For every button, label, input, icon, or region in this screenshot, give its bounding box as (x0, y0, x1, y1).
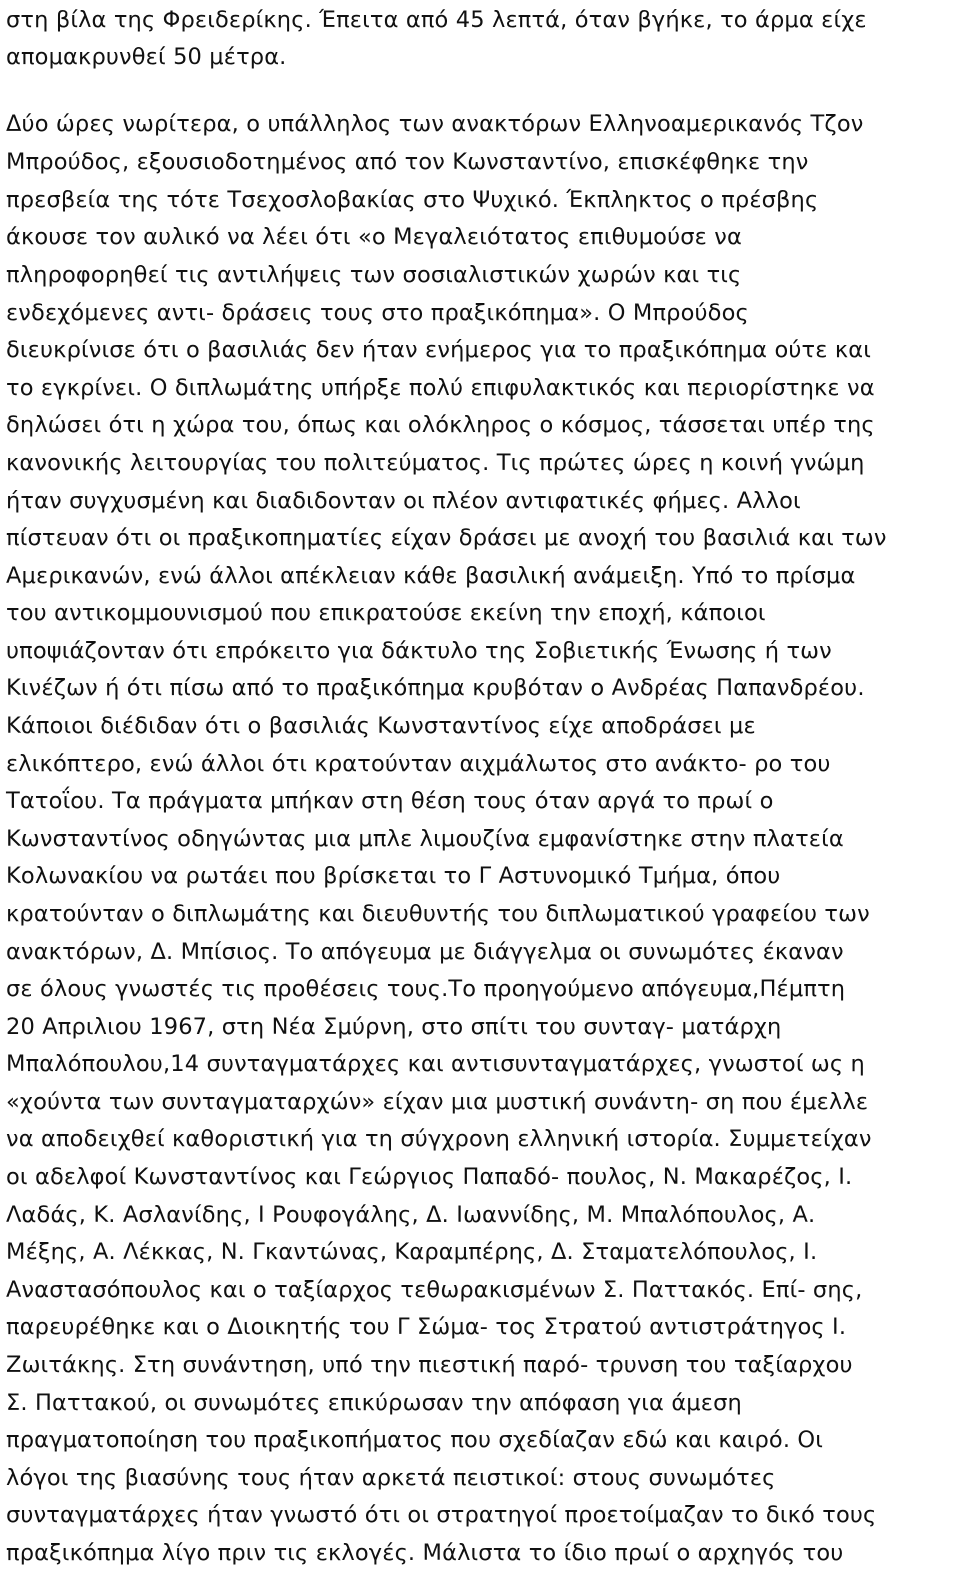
text-line: Δύο ώρες νωρίτερα, ο υπάλληλος των ανακτόρων Ελληνοαμερικανός Τζον (6, 111, 864, 137)
text-line: δηλώσει ότι η χώρα του, όπως και ολόκληρος ο κόσμος, τάσσεται υπέρ της (6, 412, 875, 438)
text-line: Κινέζων ή ότι πίσω από το πραξικόπημα κρυβόταν ο Ανδρέας Παπανδρέου. (6, 675, 865, 701)
text-line: απομακρυνθεί 50 μέτρα. (6, 44, 287, 70)
text-line: υποψιάζονταν ότι επρόκειτο για δάκτυλο της Σοβιετικής Ένωσης ή των (6, 638, 832, 664)
text-line: Αναστασόπουλος και ο ταξίαρχος τεθωρακισμένων Σ. Παττακός. Επί- σης, (6, 1277, 863, 1303)
text-line: πληροφορηθεί τις αντιλήψεις των σοσιαλιστικών χωρών και τις (6, 262, 742, 288)
text-line: συνταγματάρχες ήταν γνωστό ότι οι στρατηγοί προετοίμαζαν το δικό τους (6, 1502, 877, 1528)
text-line: Μέξης, Α. Λέκκας, Ν. Γκαντώνας, Καραμπέρης, Δ. Σταματελόπουλος, Ι. (6, 1239, 818, 1265)
text-line: Τατοΐου. Τα πράγματα μπήκαν στη θέση τους όταν αργά το πρωί ο (6, 788, 774, 814)
text-line: ήταν συγχυσμένη και διαδιδονταν οι πλέον αντιφατικές φήμες. Αλλοι (6, 488, 801, 514)
text-line: παρευρέθηκε και ο Διοικητής του Γ Σώμα- τος Στρατού αντιστράτηγος Ι. (6, 1314, 847, 1340)
text-line: Ζωιτάκης. Στη συνάντηση, υπό την πιεστική παρό- τρυνση του ταξίαρχου (6, 1352, 853, 1378)
text-line: λόγοι της βιασύνης τους ήταν αρκετά πειστικοί: στους συνωμότες (6, 1465, 776, 1491)
text-line: Κωνσταντίνος οδηγώντας μια μπλε λιμουζίνα εμφανίστηκε στην πλατεία (6, 826, 844, 852)
text-line: 20 Απριλιου 1967, στη Νέα Σμύρνη, στο σπίτι του συνταγ- ματάρχη (6, 1014, 782, 1040)
text-line: κρατούνταν ο διπλωμάτης και διευθυντής του διπλωματικού γραφείου των (6, 901, 870, 927)
text-line: Κολωνακίου να ρωτάει που βρίσκεται το Γ Αστυνομικό Τμήμα, όπου (6, 863, 781, 889)
text-line: διευκρίνισε ότι ο βασιλιάς δεν ήταν ενήμερος για το πραξικόπημα ούτε και (6, 337, 872, 363)
text-line: Λαδάς, Κ. Ασλανίδης, Ι Ρουφογάλης, Δ. Ιωαννίδης, Μ. Μπαλόπουλος, Α. (6, 1202, 816, 1228)
text-line: να αποδειχθεί καθοριστική για τη σύγχρονη ελληνική ιστορία. Συμμετείχαν (6, 1126, 872, 1152)
text-line: ανακτόρων, Δ. Μπίσιος. Το απόγευμα με διάγγελμα οι συνωμότες έκαναν (6, 939, 844, 965)
text-line: πραξικόπημα λίγο πριν τις εκλογές. Μάλιστα το ίδιο πρωί ο αρχηγός του (6, 1540, 844, 1566)
text-line: κανονικής λειτουργίας του πολιτεύματος. Τις πρώτες ώρες η κοινή γνώμη (6, 450, 865, 476)
text-line: του αντικομμουνισμού που επικρατούσε εκείνη την εποχή, κάποιοι (6, 600, 766, 626)
text-line: «χούντα των συνταγματαρχών» είχαν μια μυστική συνάντη- ση που έμελλε (6, 1089, 869, 1115)
text-line: Μπρούδος, εξουσιοδοτημένος από τον Κωνσταντίνο, επισκέφθηκε την (6, 149, 809, 175)
text-line: άκουσε τον αυλικό να λέει ότι «ο Μεγαλειότατος επιθυμούσε να (6, 224, 742, 250)
text-line: ελικόπτερο, ενώ άλλοι ότι κρατούνταν αιχμάλωτος στο ανάκτο- ρο του (6, 751, 831, 777)
text-line: ενδεχόμενες αντι- δράσεις τους στο πραξικόπημα». Ο Μπρούδος (6, 300, 749, 326)
text-line: πρεσβεία της τότε Τσεχοσλοβακίας στο Ψυχικό. Έκπληκτος ο πρέσβης (6, 187, 819, 213)
text-line: Σ. Παττακού, οι συνωμότες επικύρωσαν την απόφαση για άμεση (6, 1390, 742, 1416)
text-line: πίστευαν ότι οι πραξικοπηματίες είχαν δράσει με ανοχή του βασιλιά και των (6, 525, 887, 551)
text-line: Μπαλόπουλου,14 συνταγματάρχες και αντισυνταγματάρχες, γνωστοί ως η (6, 1051, 865, 1077)
text-line: το εγκρίνει. Ο διπλωμάτης υπήρξε πολύ επιφυλακτικός και περιορίστηκε να (6, 375, 875, 401)
text-line: οι αδελφοί Κωνσταντίνος και Γεώργιος Παπαδό- πουλος, Ν. Μακαρέζος, Ι. (6, 1164, 853, 1190)
text-line: σε όλους γνωστές τις προθέσεις τους.Το προηγούμενο απόγευμα,Πέμπτη (6, 976, 846, 1002)
text-line: Κάποιοι διέδιδαν ότι ο βασιλιάς Κωνσταντίνος είχε αποδράσει με (6, 713, 756, 739)
text-line: Αμερικανών, ενώ άλλοι απέκλειαν κάθε βασιλική ανάμειξη. Υπό το πρίσμα (6, 563, 856, 589)
text-line: στη βίλα της Φρειδερίκης. Έπειτα από 45 λεπτά, όταν βγήκε, το άρμα είχε (6, 7, 867, 33)
text-line: πραγματοποίηση του πραξικοπήματος που σχεδίαζαν εδώ και καιρό. Οι (6, 1427, 824, 1453)
